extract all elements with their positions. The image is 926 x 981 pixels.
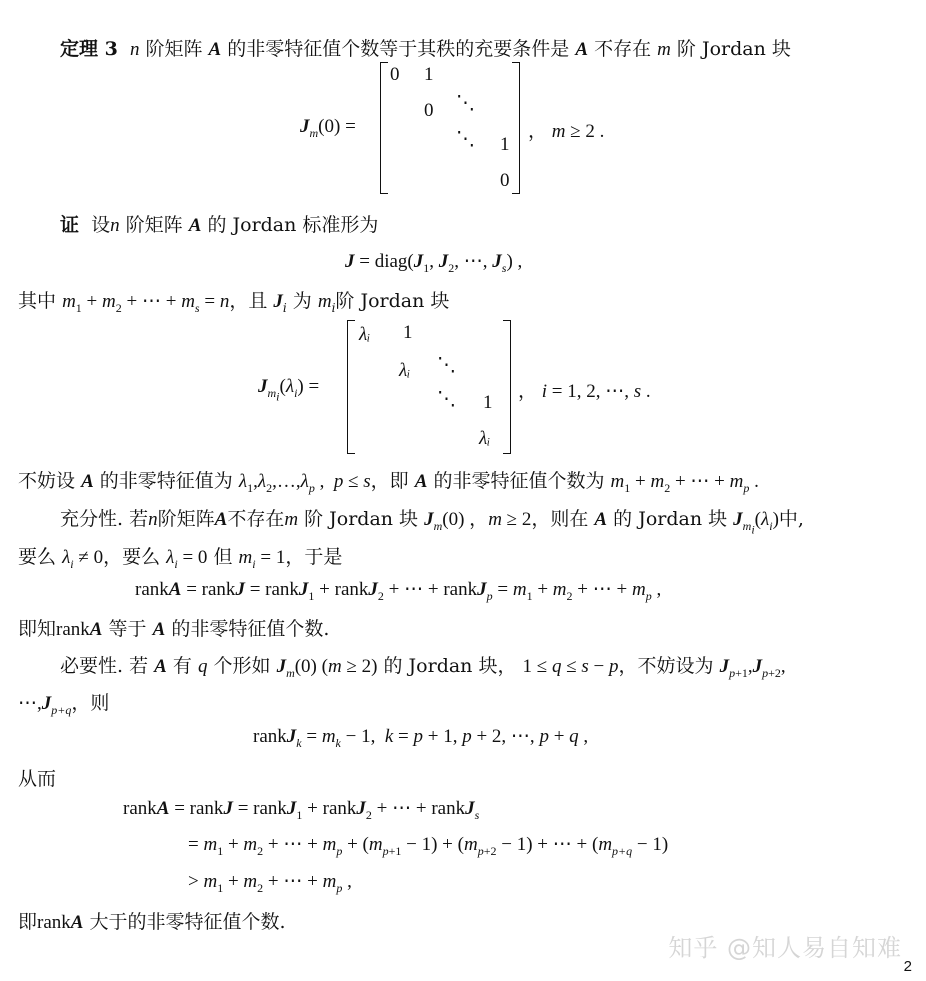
matrix2-entry: ⋱ (437, 389, 456, 410)
nec2-text-a: ，则 (71, 692, 110, 714)
matrix2 (347, 320, 511, 454)
either-text-c: 但 (213, 546, 233, 568)
matrix1-entry: ⋱ (456, 93, 475, 114)
either-text-a: 要么 (18, 546, 57, 568)
rank-equation-1: rankA = rankJ = rankJ$_1$ + rankJ$_2$ + ⋯ + rankJ$_p$ = $m_1 + m_2$ + ⋯ + $m_p$ , (135, 579, 662, 603)
conclude1-text-a: 即知 (18, 618, 57, 640)
matrix1-entry: ⋱ (456, 129, 475, 150)
nec-text-e: ，不妨设为 (618, 655, 714, 677)
nec-text-d: 的 Jordan 块， (383, 655, 517, 677)
theorem-text-b: 的非零特征值个数等于其秩的充要条件是 (227, 38, 570, 60)
necessity-line: 必要性. 若 A 有 q 个形如 $J_m(0) (m \ge 2)$ 的 Jordan 块， 1 ≤ q ≤ s − p，不妨设为 $J_{p+1},J_{p+2}$, (60, 655, 786, 680)
assume-text-d: 的非零特征值个数为 (433, 470, 605, 492)
conclusion-2: 即rankA 大于的非零特征值个数. (18, 911, 286, 933)
matrix1 (380, 62, 520, 194)
nec-text-a: 若 (129, 655, 149, 677)
theorem-label: 定理 3 (60, 38, 118, 60)
theorem-text-a: 阶矩阵 (145, 38, 203, 60)
matrix1-lhs: $J_m(0)$ = (300, 116, 356, 140)
page-number: 2 (903, 958, 912, 975)
rank-equation-3c: > $m_1 + m_2$ + ⋯ + $m_p$ , (188, 871, 352, 895)
where-text-b: ，且 (229, 290, 268, 312)
necessity-label: 必要性. (60, 655, 124, 677)
theorem-text-d: 阶 Jordan 块 (676, 38, 791, 60)
theorem-text-c: 不存在 (594, 38, 652, 60)
either-text-b: ，要么 (103, 546, 161, 568)
theorem-statement: 定理 3 n 阶矩阵 A 的非零特征值个数等于其秩的充要条件是 A 不存在 m 阶 Jordan 块 (60, 38, 791, 60)
necessity-line-2: $\cdots,J_{p+q}$，则 (18, 692, 110, 717)
assume-line: 不妨设 A 的非零特征值为 $\lambda_1,\lambda_2,\dots,\lambda_p$ , p ≤ s，即 A 的非零特征值个数为 $m_1 + m_2$ + ⋯ + $m_p$ . (18, 470, 759, 495)
nec-text-b: 有 (172, 655, 192, 677)
suff-text-g: 中, (778, 508, 804, 530)
matrix2-lhs: $J_{m_i}(\lambda_i)$ = (258, 376, 320, 404)
matrix2-entry: λᵢ (359, 324, 371, 345)
matrix1-entry: 0 (390, 64, 400, 85)
matrix2-entry: 1 (483, 392, 493, 413)
rank-equation-3b: = $m_1 + m_2$ + ⋯ + $m_p + (m_{p+1} - 1) + (m_{p+2} - 1)$ + ⋯ + $(m_{p+q} - 1)$ (188, 834, 669, 858)
suff-text-a: 若 (129, 508, 149, 530)
assume-text-b: 的非零特征值为 (99, 470, 233, 492)
conclude2-text-a: 即 (18, 911, 38, 933)
proof-label: 证 (60, 214, 80, 236)
either-line: 要么 $\lambda_i \ne 0$，要么 $\lambda_i = 0$ 但 $m_i = 1$，于是 (18, 546, 343, 571)
either-text-d: ，于是 (285, 546, 343, 568)
matrix1-suffix: ， m ≥ 2 . (528, 121, 605, 142)
matrix2-entry: ⋱ (437, 355, 456, 376)
matrix1-entry: 0 (424, 100, 434, 121)
proof-text-b: 阶矩阵 (125, 214, 183, 236)
assume-text-c: ，即 (370, 470, 409, 492)
proof-text-c: 的 Jordan 标准形为 (207, 214, 379, 236)
where-text-a: 其中 (18, 290, 57, 312)
nec-text-c: 个形如 (213, 655, 271, 677)
proof-text-a: 设 (91, 214, 111, 236)
suff-text-c: 不存在 (227, 508, 285, 530)
conclude1-text-b: 等于 (108, 618, 147, 640)
sufficiency-line: 充分性. 若n阶矩阵A不存在m 阶 Jordan 块 $J_m(0)$ ，m ≥ 2，则在 A 的 Jordan 块 $J_{m_i}(\lambda_i)$中, (60, 508, 804, 537)
matrix1-entry: 0 (500, 170, 510, 191)
matrix2-entry: λᵢ (479, 428, 491, 449)
where-text-c: 为 (292, 290, 312, 312)
equation-diag: $J = diag(J_1$, $J_2$, ⋯, $J_s$) , (345, 251, 523, 275)
matrix1-entry: 1 (500, 134, 510, 155)
suff-text-b: 阶矩阵 (157, 508, 215, 530)
matrix2-entry: λᵢ (399, 360, 411, 381)
matrix2-entry: 1 (403, 322, 413, 343)
conclusion-1: 即知rankA 等于 A 的非零特征值个数. (18, 618, 330, 640)
rank-equation-2: rankJ$_k$ = $m_k - 1$, k = p + 1, p + 2, ⋯, p + q , (253, 726, 589, 750)
hence-word: 从而 (18, 768, 57, 790)
where-line: 其中 $m_1 + m_2$ + ⋯ + $m_s = n$，且 $J_i$ 为 $m_i$阶 Jordan 块 (18, 290, 450, 315)
conclude2-text-b: 大于的非零特征值个数. (89, 911, 286, 933)
sufficiency-label: 充分性. (60, 508, 124, 530)
watermark: 知乎 @知人易自知难 (668, 934, 902, 962)
where-text-d: 阶 Jordan 块 (335, 290, 450, 312)
suff-text-e: ，则在 (531, 508, 589, 530)
suff-text-f: 的 Jordan 块 (613, 508, 728, 530)
rank-equation-3a: rankA = rankJ = rankJ$_1$ + rankJ$_2$ + ⋯ + rankJ$_s$ (123, 798, 480, 822)
matrix2-suffix: ， i = 1, 2, ⋯, s . (518, 381, 651, 402)
proof-intro: 证 设n 阶矩阵 A 的 Jordan 标准形为 (60, 214, 379, 236)
conclude1-text-c: 的非零特征值个数. (171, 618, 330, 640)
suff-text-d: 阶 Jordan 块 (304, 508, 419, 530)
assume-text-a: 不妨设 (18, 470, 76, 492)
matrix1-entry: 1 (424, 64, 434, 85)
